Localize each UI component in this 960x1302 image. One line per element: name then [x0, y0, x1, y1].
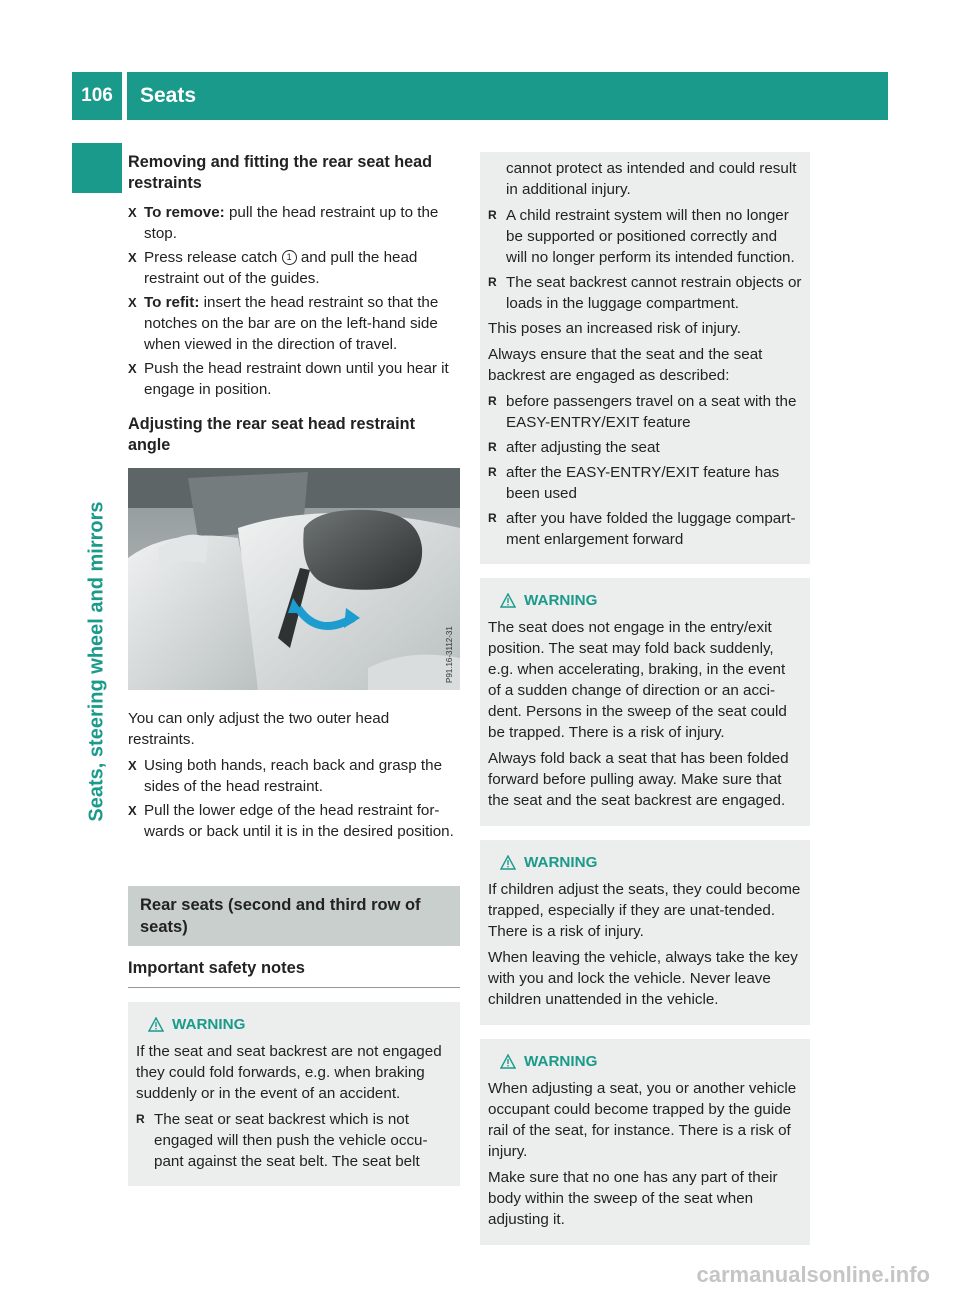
section-rear-seats: Rear seats (second and third row of seats): [128, 886, 460, 946]
warning-continued-text: cannot protect as intended and could result in additional injury.: [506, 160, 797, 198]
sidebar-chapter: [74, 501, 120, 822]
step-grasp-sides: [128, 755, 460, 797]
warning-bullet: R after the EASY-ENTRY/EXIT feature has been used: [488, 462, 802, 504]
subhead-safety-notes: Important safety notes: [128, 958, 460, 988]
heading-adjust-angle: Adjusting the rear seat head restraint angle: [128, 415, 415, 454]
warning-text: Make sure that no one has any part of their body within the sweep of the seat when adjusting it.: [488, 1169, 778, 1228]
warning-text: This poses an increased risk of injury.: [488, 320, 741, 337]
left-column: [128, 152, 460, 1186]
warning-text: The seat does not engage in the entry/exit position. The seat may fold back suddenly, e.g. when accelerating, braking, in the event of a sudden change of direction or an acci-dent. Persons in the sweep of the seat could be trapped. There is a risk of injury.: [488, 619, 787, 741]
warning-bullet: R after adjusting the seat: [488, 437, 802, 458]
warning-text: If children adjust the seats, they could become trapped, especially if they are unat-tended. There is a risk of injury.: [488, 881, 801, 940]
step-text: Pull the lower edge of the head restraint for-wards or back until it is in the desired position.: [144, 802, 454, 840]
warning-bullet: R The seat or seat backrest which is not engaged will then push the vehicle occu-pant against the seat belt. The seat belt: [136, 1109, 452, 1172]
warning-label: WARNING: [524, 592, 598, 609]
step-text-cont: and pull the head restraint out of the guides.: [144, 249, 418, 287]
step-text: pull the head restraint up to the stop.: [144, 204, 439, 242]
warning-text: When leaving the vehicle, always take the key with you and lock the vehicle. Never leave children unattended in the vehicle.: [488, 949, 798, 1008]
heading-remove-refit: Removing and fitting the rear seat head restraints: [128, 153, 433, 192]
step-release-catch: [128, 247, 460, 289]
warning-triangle-icon: [500, 593, 516, 608]
step-lead: To refit:: [144, 294, 200, 311]
photo-code: P91.16-3112-31: [445, 626, 454, 683]
warning-text: When adjusting a seat, you or another vehicle occupant could become trapped by the guide rail of the seat, for instance. There is a risk of injury.: [488, 1080, 797, 1160]
step-text: insert the head restraint so that the notches on the bar are on the left-hand side when viewed in the direction of travel.: [144, 294, 439, 353]
warning-text: Always ensure that the seat and the seat backrest are engaged as described:: [488, 346, 763, 384]
step-push-down: [128, 358, 460, 400]
warning-title: [500, 1051, 802, 1072]
step-lead: To remove:: [144, 204, 225, 221]
step-refit: [128, 292, 460, 355]
sidebar-chapter-label: Seats, steering wheel and mirrors: [85, 501, 108, 822]
warning-title: [148, 1014, 452, 1035]
warning-text: Always fold back a seat that has been folded forward before pulling away. Make sure that the seat and the seat backrest are engaged.: [488, 750, 789, 809]
warning-bullet: R A child restraint system will then no longer be supported or positioned correctly and will no longer perform its intended function.: [488, 205, 802, 268]
warning-title: [500, 590, 802, 611]
right-column: [480, 152, 810, 1259]
head-restraint-photo: [128, 468, 460, 690]
warning-label: WARNING: [172, 1016, 246, 1033]
warning-box: [480, 840, 810, 1025]
warning-triangle-icon: [148, 1017, 164, 1032]
warning-label: WARNING: [524, 854, 598, 871]
warning-title: [500, 852, 802, 873]
step-text: Press release catch: [144, 249, 282, 266]
footer-watermark: carmanualsonline.info: [696, 1262, 930, 1287]
warning-box-continued: [480, 152, 810, 564]
warning-bullet: R The seat backrest cannot restrain objects or loads in the luggage compartment.: [488, 272, 802, 314]
warning-label: WARNING: [524, 1053, 598, 1070]
seat-illustration: [128, 468, 460, 690]
warning-triangle-icon: [500, 1054, 516, 1069]
warning-triangle-icon: [500, 855, 516, 870]
step-text: Push the head restraint down until you hear it engage in position.: [144, 360, 449, 398]
outer-restraint-note: You can only adjust the two outer head restraints.: [128, 710, 390, 748]
warning-box: [480, 578, 810, 826]
warning-bullet: R before passengers travel on a seat with the EASY-ENTRY/EXIT feature: [488, 391, 802, 433]
warning-box: [128, 1002, 460, 1186]
warning-bullet: R after you have folded the luggage compart-ment enlargement forward: [488, 508, 802, 550]
step-text: Using both hands, reach back and grasp the sides of the head restraint.: [144, 757, 443, 795]
section-header: Seats: [127, 72, 888, 120]
warning-box: [480, 1039, 810, 1245]
step-remove: [128, 202, 460, 244]
sidebar-tab-marker: [72, 143, 122, 193]
callout-number-icon: 1: [282, 250, 297, 265]
page-number: 106: [72, 72, 122, 120]
warning-text: If the seat and seat backrest are not engaged they could fold forwards, e.g. when braking suddenly or in the event of an accident.: [136, 1043, 442, 1102]
step-pull-lower-edge: [128, 800, 460, 842]
